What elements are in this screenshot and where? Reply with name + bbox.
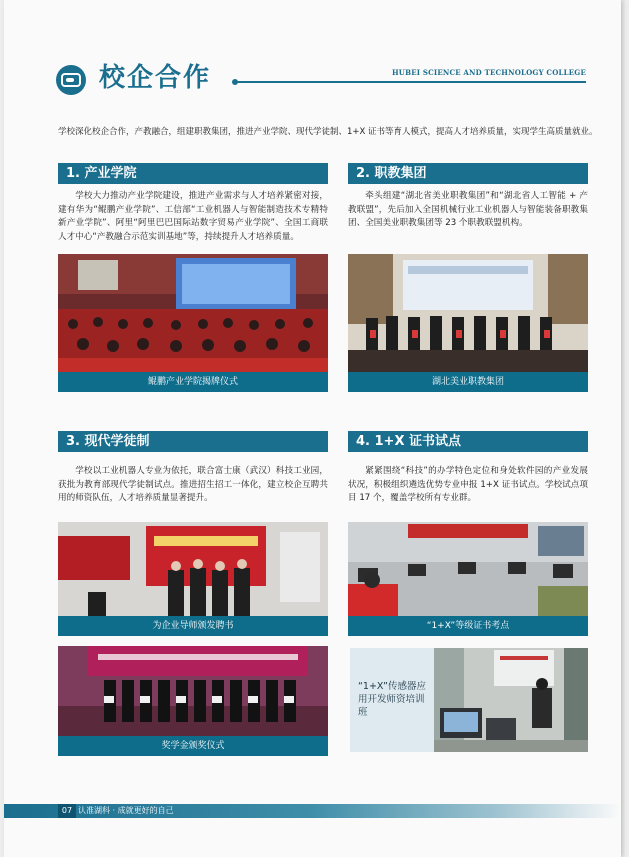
photo-scholarship-ceremony	[58, 646, 328, 736]
photo-caption-kunpeng: 鲲鹏产业学院揭牌仪式	[58, 372, 328, 392]
section-heading-industry-college: 1. 产业学院	[58, 163, 328, 184]
section-text-vocational-group: 牵头组建“湖北省美业职教集团”和“湖北省人工智能 + 产教联盟”，先后加入全国机械行业工业机器人与智能装备职教集团、全国美业职教集团等 23 个职教联盟机构。	[348, 191, 588, 228]
section-heading-1x-certificate: 4. 1+X 证书试点	[348, 431, 588, 452]
section-heading-apprenticeship: 3. 现代学徒制	[58, 431, 328, 452]
header-divider	[236, 81, 586, 83]
section-text-1x-certificate: 紧紧围绕“科技”的办学特色定位和身处软件园的产业发展状况，积极组织遴选优势专业申报 1+X 证书试点。学校试点项目 17 个，覆盖学校所有专业群。	[348, 466, 588, 503]
photo-beauty-group	[348, 254, 588, 372]
photo-training-class	[434, 648, 588, 752]
college-name: HUBEI SCIENCE AND TECHNOLOGY COLLEGE	[391, 68, 586, 77]
photo-caption-scholarship: 奖学金颁奖仪式	[58, 736, 328, 756]
footer-slogan: 认准湖科 · 成就更好的自己	[78, 806, 174, 815]
photo-caption-exam-room: “1+X”等级证书考点	[348, 616, 588, 636]
handshake-logo-icon	[56, 65, 86, 95]
photo-caption-mentor: 为企业导师颁发聘书	[58, 616, 328, 636]
photo-mentor-appointment	[58, 522, 328, 616]
intro-text: 学校深化校企合作，产教融合，组建职教集团，推进产业学院、现代学徒制、1+X 证书等育人模式，提高人才培养质量，实现学生高质量就业。	[58, 127, 598, 137]
photo-caption-training: “1+X”传感器应用开发师资培训班	[358, 681, 426, 718]
page-number: 07	[58, 804, 76, 818]
page-title: 校企合作	[99, 63, 212, 93]
photo-kunpeng-ceremony	[58, 254, 328, 372]
section-heading-vocational-group: 2. 职教集团	[348, 163, 588, 184]
photo-1x-exam-room	[348, 522, 588, 616]
section-text-industry-college: 学校大力推动产业学院建设，推进产业需求与人才培养紧密对接，建有华为“鲲鹏产业学院”、工信部“工业机器人与智能制造技术专精特新产业学院”、阿里“阿里巴巴国际站数字贸易产业学院”、全国工商联人才中心“产教融合示范实训基地”等，持续提升人才培养质量。	[58, 191, 328, 242]
section-text-apprenticeship: 学校以工业机器人专业为依托，联合富士康（武汉）科技工业园，获批为教育部现代学徒制试点。推进招生招工一体化，建立校企互聘共用的师资队伍，人才培养质量显著提升。	[58, 466, 328, 503]
photo-caption-beauty-group: 湖北美业职教集团	[348, 372, 588, 392]
brochure-page	[4, 0, 621, 857]
